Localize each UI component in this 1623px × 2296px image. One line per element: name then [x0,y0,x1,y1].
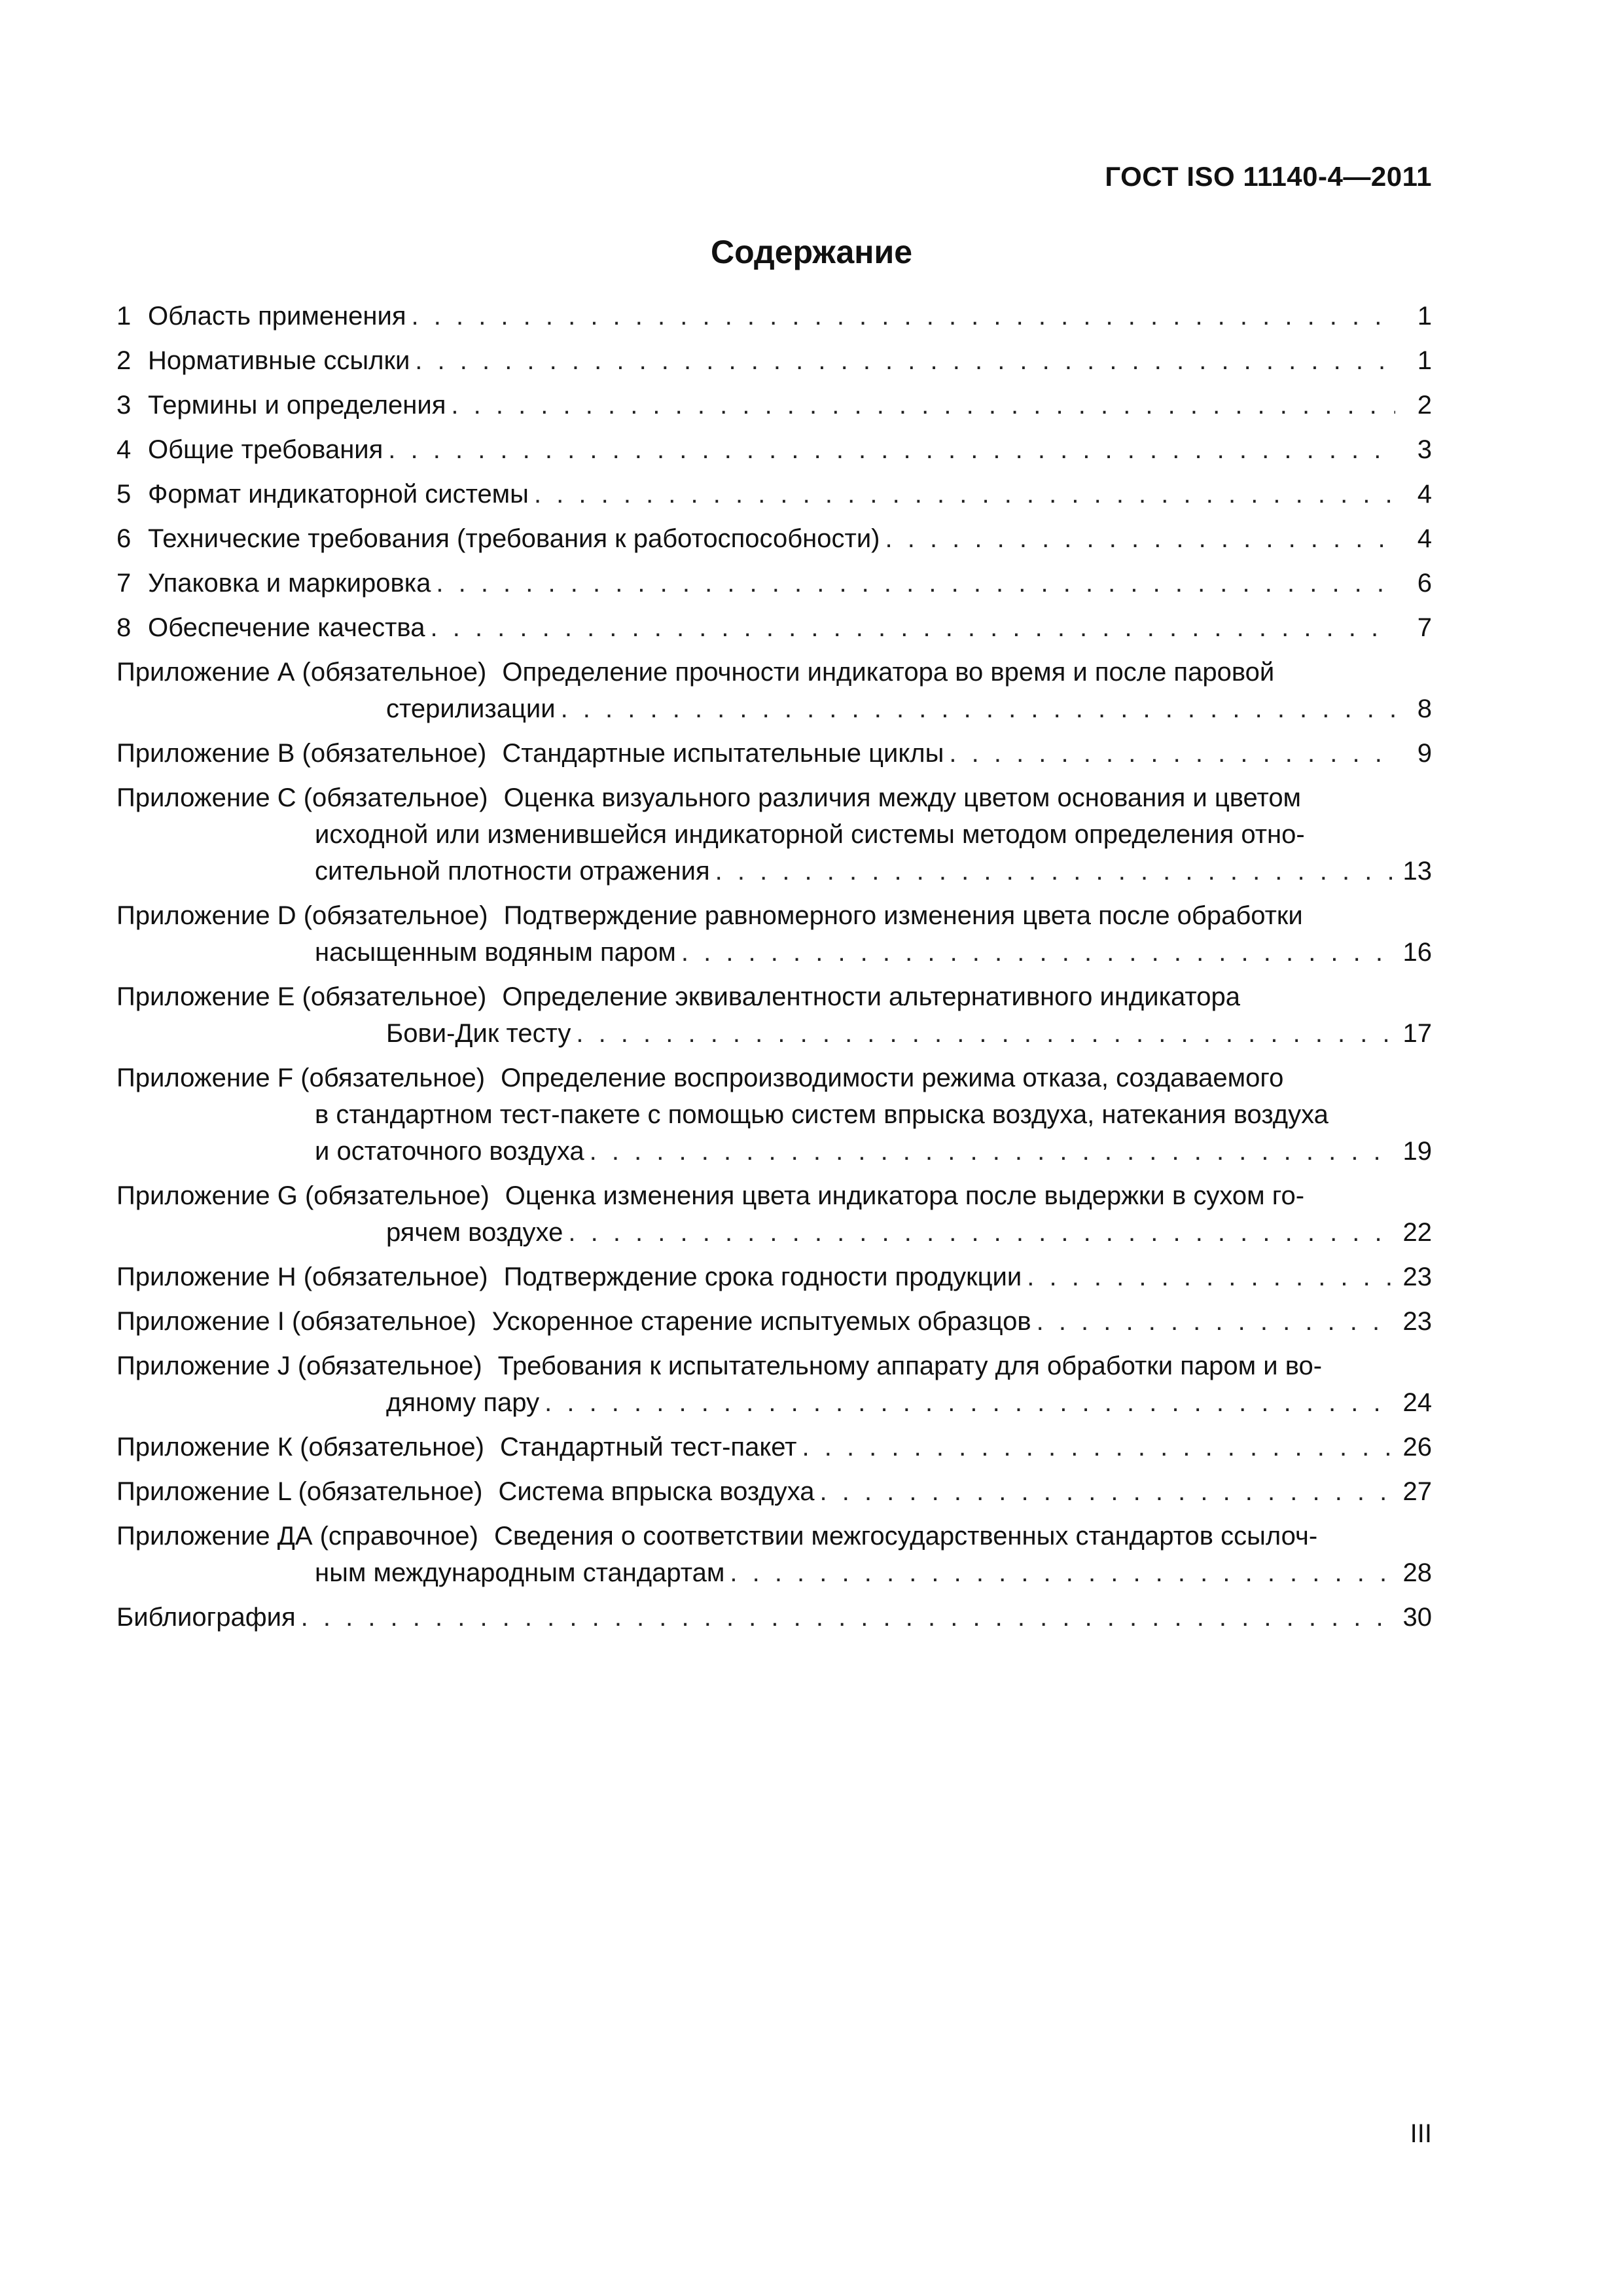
leader-dots [436,565,1395,601]
section-number: 1 [116,302,132,331]
toc-entry-section[interactable] [116,520,1432,557]
annex-title-cont: насыщенным водяным паром [315,938,676,967]
page-number: 26 [1402,1433,1432,1462]
section-title: Область применения [148,302,406,331]
annex-title: Подтверждение равномерного изменения цвета после обработки [503,901,1303,930]
leader-dots [388,431,1395,468]
page-number: 19 [1402,1137,1432,1166]
leader-dots [715,853,1395,889]
toc-entry-annex-i[interactable] [116,1303,1432,1340]
annex-title: Подтверждение срока годности продукции [503,1263,1022,1291]
toc-entry-bibliography[interactable] [116,1599,1432,1636]
section-number: 6 [116,524,132,553]
bibliography-title: Библиография [116,1603,296,1632]
table-of-contents [116,298,1432,1643]
toc-entry-annex-e[interactable] [116,978,1432,1052]
annex-prefix: Приложение С (обязательное) [116,783,488,812]
page-number: 17 [1402,1019,1432,1048]
page-number: 6 [1417,569,1432,598]
annex-prefix: Приложение Н (обязательное) [116,1263,488,1291]
page-number: 27 [1402,1477,1432,1506]
annex-prefix: Приложение К (обязательное) [116,1433,484,1462]
page-number: 24 [1402,1388,1432,1417]
section-title: Технические требования (требования к работоспособности) [148,524,880,553]
section-number: 7 [116,569,132,598]
annex-title: Стандартные испытательные циклы [502,739,944,768]
page-number: 23 [1402,1307,1432,1336]
toc-entry-annex-a[interactable] [116,654,1432,727]
annex-title-cont: дяному пару [386,1388,540,1417]
page-number: 23 [1402,1263,1432,1291]
toc-entry-annex-b[interactable] [116,735,1432,772]
toc-entry-section[interactable] [116,431,1432,468]
annex-title-cont: исходной или изменившейся индикаторной системы методом определения отно- [315,820,1305,849]
annex-title: Определение эквивалентности альтернативного индикатора [502,982,1240,1011]
annex-title-cont: стерилизации [386,694,556,723]
leader-dots [576,1015,1395,1052]
section-title: Общие требования [148,435,383,464]
toc-entry-annex-d[interactable] [116,897,1432,971]
annex-title-cont: ным международным стандартам [315,1558,725,1587]
document-code: ГОСТ ISO 11140-4—2011 [1105,161,1432,192]
toc-entry-section[interactable] [116,609,1432,646]
leader-dots [415,342,1395,379]
page-number: 4 [1417,480,1432,509]
toc-entry-annex-j[interactable] [116,1348,1432,1421]
leader-dots [590,1133,1395,1170]
annex-title: Определение воспроизводимости режима отказа, создаваемого [501,1064,1284,1092]
section-number: 5 [116,480,132,509]
toc-entry-section[interactable] [116,298,1432,334]
leader-dots [561,691,1395,727]
section-title: Нормативные ссылки [148,346,410,375]
leader-dots [1037,1303,1395,1340]
leader-dots [430,609,1395,646]
toc-entry-section[interactable] [116,565,1432,601]
page-number: 2 [1417,391,1432,420]
leader-dots [301,1599,1395,1636]
annex-prefix: Приложение ДА (справочное) [116,1522,478,1551]
annex-prefix: Приложение G (обязательное) [116,1181,490,1210]
sections-list [116,298,1432,646]
annex-title-cont: и остаточного воздуха [315,1137,584,1166]
annex-title: Сведения о соответствии межгосударственных стандартов ссылоч- [494,1522,1318,1551]
page-number: 16 [1402,938,1432,967]
section-number: 8 [116,613,132,642]
section-number: 2 [116,346,132,375]
leader-dots [534,476,1395,512]
toc-entry-section[interactable] [116,342,1432,379]
section-number: 3 [116,391,132,420]
annex-prefix: Приложение Е (обязательное) [116,982,487,1011]
annex-title: Определение прочности индикатора во время и после паровой [502,658,1275,687]
annex-title-cont: сительной плотности отражения [315,857,710,886]
toc-entry-annex-k[interactable] [116,1429,1432,1465]
annex-prefix: Приложение А (обязательное) [116,658,487,687]
section-title: Упаковка и маркировка [148,569,431,598]
leader-dots [451,387,1395,423]
page-number: 3 [1417,435,1432,464]
page-number: 22 [1402,1218,1432,1247]
section-title: Термины и определения [148,391,446,420]
page-number: 13 [1402,857,1432,886]
toc-entry-annex-h[interactable] [116,1259,1432,1295]
page-number: 30 [1402,1603,1432,1632]
page-number: 8 [1417,694,1432,723]
toc-entry-section[interactable] [116,387,1432,423]
toc-entry-annex-l[interactable] [116,1473,1432,1510]
leader-dots [819,1473,1395,1510]
annex-title: Требования к испытательному аппарату для обработки паром и во- [497,1352,1323,1380]
annex-title: Ускоренное старение испытуемых образцов [491,1307,1031,1336]
annex-title: Оценка визуального различия между цветом основания и цветом [503,783,1302,812]
leader-dots [949,735,1395,772]
toc-entry-section[interactable] [116,476,1432,512]
toc-entry-annex-g[interactable] [116,1177,1432,1251]
annex-prefix: Приложение В (обязательное) [116,739,487,768]
page-number: 4 [1417,524,1432,553]
leader-dots [412,298,1395,334]
leader-dots [568,1214,1395,1251]
page-number: 7 [1417,613,1432,642]
annex-prefix: Приложение L (обязательное) [116,1477,483,1506]
annex-title: Стандартный тест-пакет [499,1433,797,1462]
annex-title-cont: рячем воздухе [386,1218,563,1247]
annex-prefix: Приложение F (обязательное) [116,1064,486,1092]
annex-title: Оценка изменения цвета индикатора после выдержки в сухом го- [505,1181,1305,1210]
toc-entry-annex-c[interactable] [116,780,1432,889]
annex-prefix: Приложение J (обязательное) [116,1352,482,1380]
page-number: 1 [1417,346,1432,375]
toc-entry-annex-da[interactable] [116,1518,1432,1591]
annex-title-cont: в стандартном тест-пакете с помощью систем впрыска воздуха, натекания воздуха [315,1100,1329,1129]
annex-title-cont: Бови-Дик тесту [386,1019,571,1048]
section-title: Формат индикаторной системы [148,480,529,509]
leader-dots [1027,1259,1395,1295]
section-number: 4 [116,435,132,464]
page-number: 9 [1417,739,1432,768]
page-number: 28 [1402,1558,1432,1587]
annex-title: Система впрыска воздуха [498,1477,815,1506]
leader-dots [802,1429,1396,1465]
section-title: Обеспечение качества [148,613,425,642]
annex-prefix: Приложение I (обязательное) [116,1307,476,1336]
page-number: 1 [1417,302,1432,331]
leader-dots [885,520,1395,557]
toc-entry-annex-f[interactable] [116,1060,1432,1170]
leader-dots [681,934,1395,971]
annex-prefix: Приложение D (обязательное) [116,901,488,930]
footer-page-number: III [1410,2119,1432,2148]
toc-title: Содержание [710,234,913,270]
leader-dots [544,1384,1395,1421]
leader-dots [730,1554,1395,1591]
